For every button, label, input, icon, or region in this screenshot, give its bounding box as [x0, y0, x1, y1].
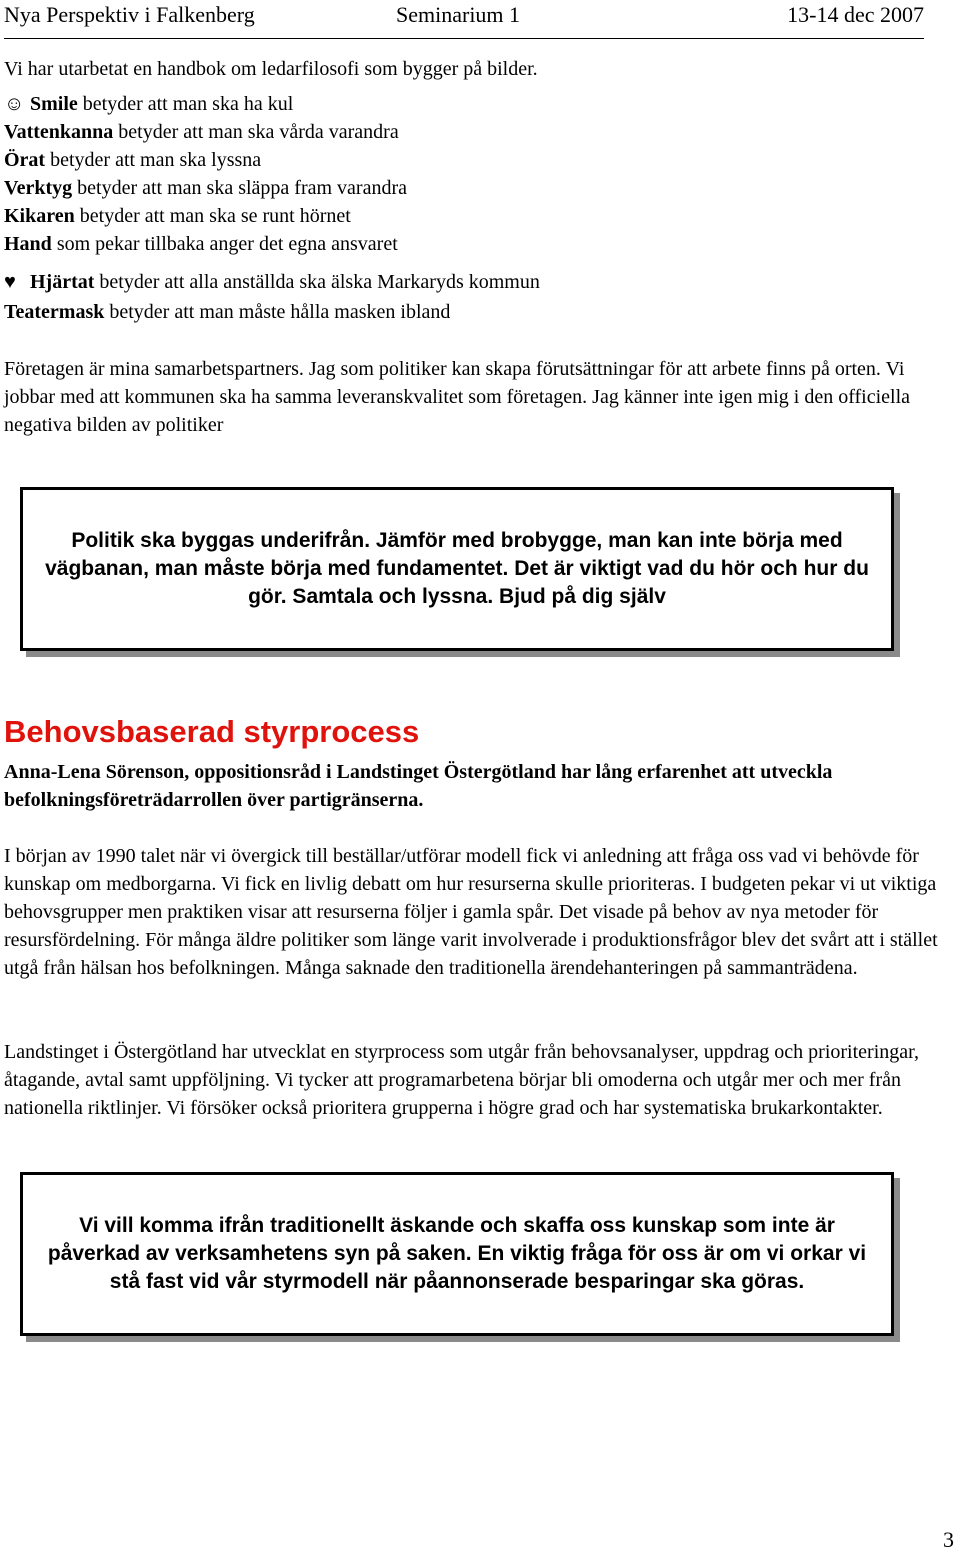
paragraph: I början av 1990 talet när vi övergick till beställar/utförar modell fick vi anledning att fråga oss vad vi behövde för kunskap om medborgarna. Vi fick en livlig debatt om hur resurserna skulle prioriteras. I budgeten pekar vi ut viktiga behovsgrupper men praktiken visar att resurserna följer i gamla spår. Det visade på behov av nya metoder för resursfördelning. För många äldre politiker som länge varit involverade i produktionsfrågor blev det svårt att i stället utgå från hälsan hos befolkningen. Många saknade den traditionella ärendehanteringen på sammanträdena. — [4, 845, 938, 979]
section-title: Behovsbaserad styrprocess — [4, 714, 420, 749]
header-left: Nya Perspektiv i Falkenberg — [4, 2, 255, 27]
symbol-term: Hjärtat — [30, 271, 95, 293]
intro-text: Vi har utarbetat en handbok om ledarfilosofi som bygger på bilder. — [4, 58, 538, 80]
symbol-text: betyder att man ska vårda varandra — [113, 121, 399, 143]
symbol-term: Kikaren — [4, 205, 75, 227]
symbol-row — [4, 118, 399, 146]
header-right: 13-14 dec 2007 — [787, 2, 924, 27]
symbol-row — [4, 298, 450, 326]
symbol-term: Verktyg — [4, 177, 73, 199]
symbol-term: Vattenkanna — [4, 121, 114, 143]
symbol-row — [4, 146, 261, 174]
symbol-row — [4, 202, 351, 230]
paragraph: Landstinget i Östergötland har utvecklat en styrprocess som utgår från behovsanalyser, uppdrag och prioriteringar, åtagande, avtal samt uppföljning. Vi tycker att programarbetena börjar bli omoderna och utgår mer och mer från nationella riktlinjer. Vi försöker också prioritera grupperna i högre grad och har systematiska brukarkontakter. — [4, 1041, 919, 1119]
symbol-text: som pekar tillbaka anger det egna ansvaret — [51, 233, 398, 255]
lead-paragraph: Anna-Lena Sörenson, oppositionsråd i Landstinget Östergötland har lång erfarenhet att utveckla befolkningsföreträdarrollen över partigränserna. — [4, 761, 833, 811]
symbol-text: betyder att man ska se runt hörnet — [74, 205, 351, 227]
symbol-row — [4, 90, 293, 118]
smiley-icon: ☺ — [4, 93, 25, 115]
paragraph: Företagen är mina samarbetspartners. Jag som politiker kan skapa förutsättningar för att arbete finns på orten. Vi jobbar med att kommunen ska ha samma leveranskvalitet som företagen. Jag känner inte igen mig i den officiella negativa bilden av politiker — [4, 358, 911, 436]
symbol-term: Hand — [4, 233, 52, 255]
symbol-text: betyder att man måste hålla masken ibland — [104, 301, 451, 323]
page-number: 3 — [943, 1527, 954, 1552]
heart-icon: ♥ — [4, 271, 16, 293]
callout-box — [20, 487, 894, 651]
symbol-term: Smile — [30, 93, 78, 115]
symbol-text: betyder att man ska släppa fram varandra — [72, 177, 408, 199]
header-center: Seminarium 1 — [396, 2, 521, 27]
symbol-term: Teatermask — [4, 301, 105, 323]
page-header — [4, 2, 924, 30]
symbol-text: betyder att alla anställda ska älska Markaryds kommun — [94, 271, 540, 293]
symbol-text: betyder att man ska ha kul — [77, 93, 294, 115]
symbol-term: Örat — [4, 149, 46, 171]
symbol-row — [4, 230, 398, 258]
symbol-row — [4, 268, 540, 296]
symbol-row — [4, 174, 407, 202]
header-divider — [4, 38, 924, 39]
callout-text: Politik ska byggas underifrån. Jämför med brobygge, man kan inte börja med vägbanan, man måste börja med fundamentet. Det är viktigt vad du hör och hur du gör. Samtala och lyssna. Bjud på dig själv — [45, 529, 869, 608]
callout-box — [20, 1172, 894, 1336]
symbol-text: betyder att man ska lyssna — [45, 149, 262, 171]
callout-text: Vi vill komma ifrån traditionellt äskande och skaffa oss kunskap som inte är påverkad av verksamhetens syn på saken. En viktig fråga för oss är om vi orkar vi stå fast vid vår styrmodell när påannonserade besparingar ska göras. — [47, 1214, 867, 1293]
